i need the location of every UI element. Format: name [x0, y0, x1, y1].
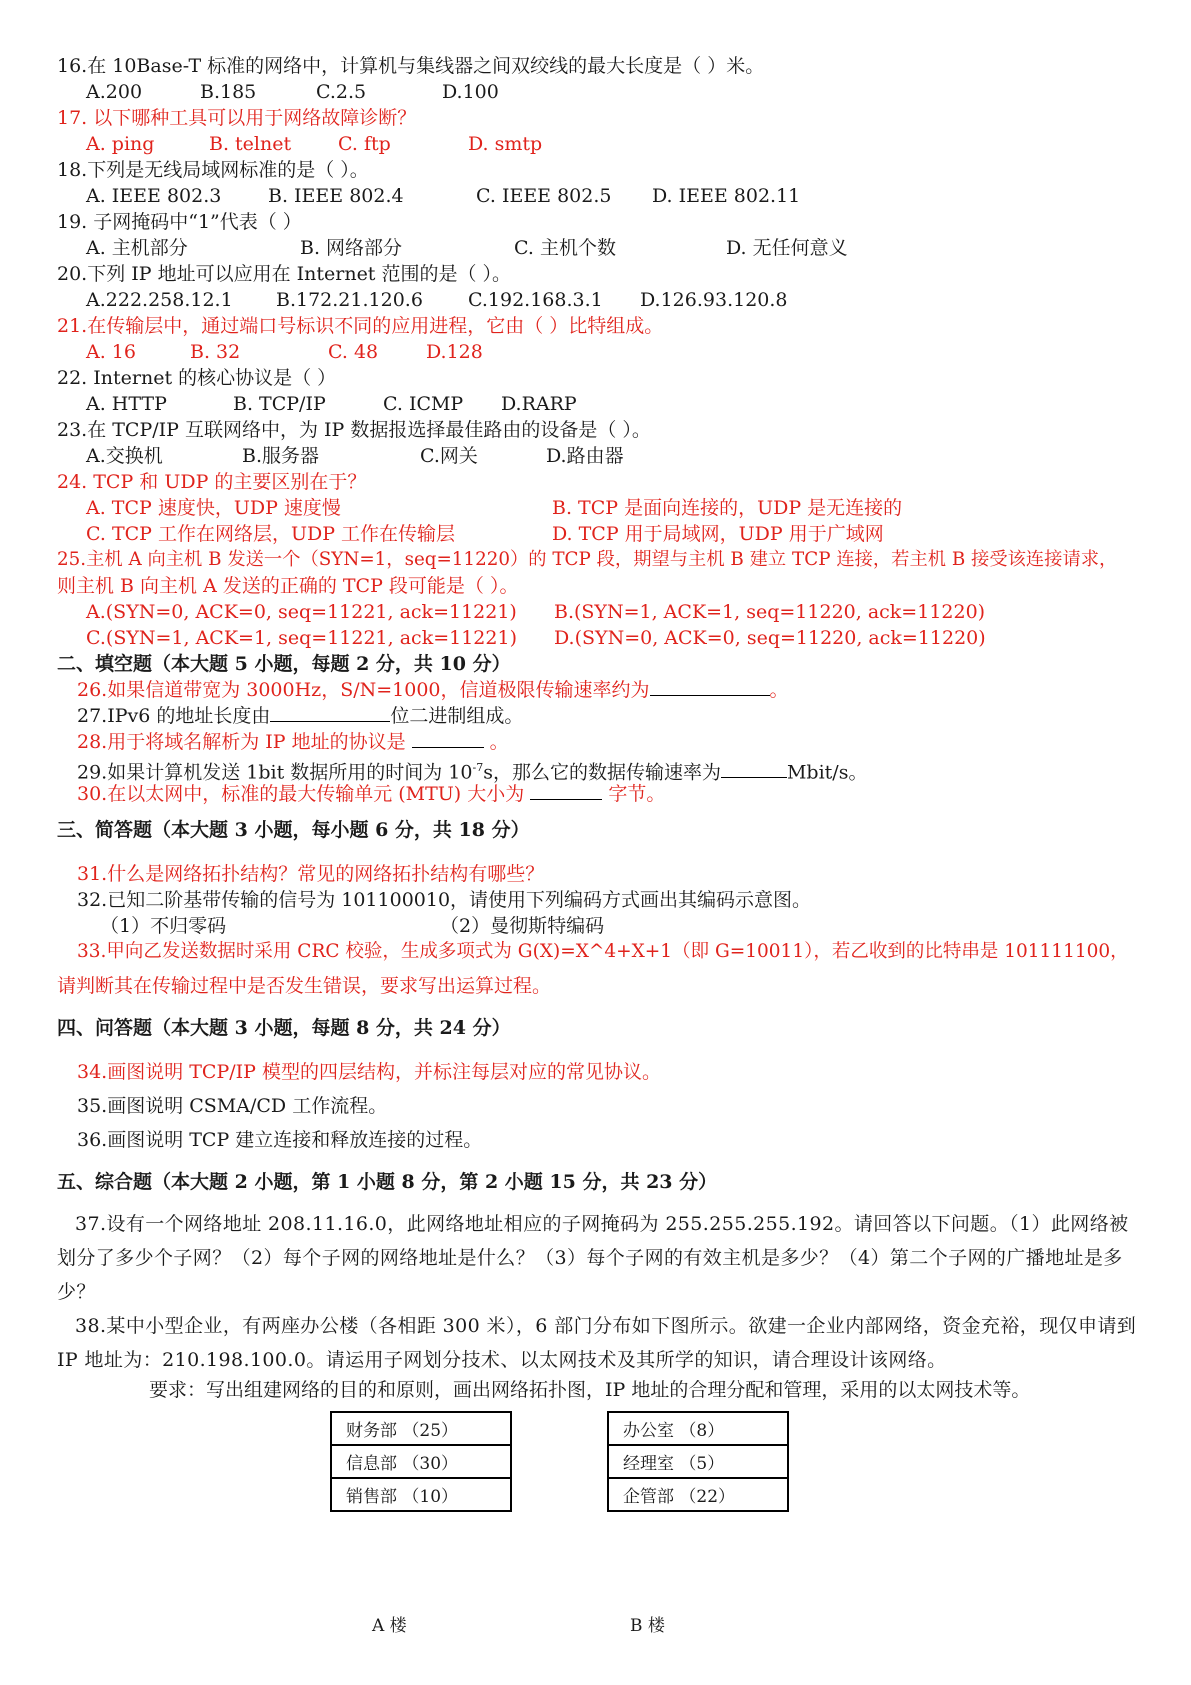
option-c: C. 48 — [328, 341, 379, 363]
option-b: B. 网络部分 — [300, 237, 403, 259]
question-33-line2: 请判断其在传输过程中是否发生错误，要求写出运算过程。 — [57, 975, 552, 997]
option-2: （2）曼彻斯特编码 — [440, 915, 605, 937]
building-b-table — [607, 1411, 789, 1512]
option-a: A. 16 — [86, 341, 136, 363]
option-a: A.交换机 — [86, 445, 163, 467]
question-24: 24. TCP 和 UDP 的主要区别在于？ — [57, 471, 367, 493]
option-d: D.(SYN=0, ACK=0, seq=11220, ack=11220) — [554, 627, 986, 649]
question-22: 22. Internet 的核心协议是（ ） — [57, 367, 337, 389]
option-d: D. TCP 用于局域网，UDP 用于广域网 — [552, 523, 884, 545]
building-a-dept: 信息部 （30） — [331, 1445, 511, 1478]
option-c: C. 主机个数 — [514, 237, 616, 259]
option-c: C.网关 — [420, 445, 478, 467]
answer-blank[interactable] — [530, 781, 602, 800]
question-25-line1: 25.主机 A 向主机 B 发送一个（SYN=1，seq=11220）的 TCP 段，期望与主机 B 建立 TCP 连接，若主机 B 接受该连接请求， — [57, 549, 1118, 570]
option-a: A. 主机部分 — [86, 237, 188, 259]
question-38: 38.某中小型企业，有两座办公楼（各相距 300 米），6 部门分布如下图所示。欲建一企业内部网络，资金充裕，现仅申请到 IP 地址为：210.198.100.0。请运用子网划分技术、以太网技术及其所学的知识，请合理设计该网络。 — [57, 1315, 1137, 1371]
option-d: D. 无任何意义 — [726, 237, 848, 259]
section-4-heading: 四、问答题（本大题 3 小题，每题 8 分，共 24 分） — [57, 1017, 511, 1039]
answer-blank[interactable] — [721, 759, 787, 778]
question-34: 34.画图说明 TCP/IP 模型的四层结构，并标注每层对应的常见协议。 — [77, 1061, 661, 1083]
question-27: 27.IPv6 的地址长度由 位二进制组成。 — [77, 705, 524, 727]
option-d: D. smtp — [468, 133, 543, 155]
option-a: A.222.258.12.1 — [86, 289, 233, 311]
option-d: D.RARP — [501, 393, 577, 415]
building-a-caption: A 楼 — [372, 1616, 407, 1636]
question-30: 30.在以太网中，标准的最大传输单元 (MTU) 大小为 字节。 — [77, 783, 666, 805]
building-a-table — [330, 1411, 512, 1512]
building-a-dept: 财务部 （25） — [331, 1412, 511, 1445]
question-17: 17. 以下哪种工具可以用于网络故障诊断？ — [57, 107, 417, 129]
section-5-heading: 五、综合题（本大题 2 小题，第 1 小题 8 分，第 2 小题 15 分，共 23 分） — [57, 1171, 718, 1193]
question-38-requirements: 要求：写出组建网络的目的和原则，画出网络拓扑图，IP 地址的合理分配和管理，采用的以太网技术等。 — [149, 1379, 1031, 1401]
option-d: D.100 — [442, 81, 499, 103]
question-23: 23.在 TCP/IP 互联网络中，为 IP 数据报选择最佳路由的设备是（ ）。 — [57, 419, 651, 441]
question-26: 26.如果信道带宽为 3000Hz，S/N=1000，信道极限传输速率约为 。 — [77, 679, 789, 701]
question-35: 35.画图说明 CSMA/CD 工作流程。 — [77, 1095, 388, 1117]
question-21: 21.在传输层中，通过端口号标识不同的应用进程，它由（ ）比特组成。 — [57, 315, 664, 337]
option-a: A. IEEE 802.3 — [86, 185, 222, 207]
question-33-line1: 33.甲向乙发送数据时采用 CRC 校验，生成多项式为 G(X)=X^4+X+1（即 G=10011），若乙收到的比特串是 101111100， — [77, 941, 1129, 962]
question-19: 19. 子网掩码中“1”代表（ ） — [57, 211, 302, 233]
option-c: C. ftp — [338, 133, 391, 155]
option-d: D.路由器 — [546, 445, 624, 467]
question-25-line2: 则主机 B 向主机 A 发送的正确的 TCP 段可能是（ ）。 — [57, 575, 519, 597]
building-b-dept: 企管部 （22） — [608, 1478, 788, 1511]
option-d: D. IEEE 802.11 — [652, 185, 801, 207]
option-b: B.(SYN=1, ACK=1, seq=11220, ack=11220) — [554, 601, 986, 623]
question-31: 31.什么是网络拓扑结构？常见的网络拓扑结构有哪些？ — [77, 863, 545, 885]
option-c: C.2.5 — [316, 81, 367, 103]
question-36: 36.画图说明 TCP 建立连接和释放连接的过程。 — [77, 1129, 483, 1151]
option-b: B.服务器 — [242, 445, 320, 467]
option-b: B.185 — [200, 81, 257, 103]
option-a: A.(SYN=0, ACK=0, seq=11221, ack=11221) — [86, 601, 517, 623]
question-28: 28.用于将域名解析为 IP 地址的协议是 。 — [77, 731, 509, 753]
option-b: B. IEEE 802.4 — [268, 185, 404, 207]
option-a: A. ping — [86, 133, 155, 155]
question-37: 37.设有一个网络地址 208.11.16.0，此网络地址相应的子网掩码为 255.255.255.192。请回答以下问题。（1）此网络被划分了多少个子网？（2）每个子网的网络地址是什么？（3）每个子网的有效主机是多少？（4）第二个子网的广播地址是多少？ — [57, 1213, 1129, 1303]
building-b-dept: 办公室 （8） — [608, 1412, 788, 1445]
option-c: C.(SYN=1, ACK=1, seq=11221, ack=11221) — [86, 627, 517, 649]
building-a-dept: 销售部 （10） — [331, 1478, 511, 1511]
section-2-heading: 二、填空题（本大题 5 小题，每题 2 分，共 10 分） — [57, 653, 511, 675]
option-b: B. TCP/IP — [233, 393, 326, 415]
answer-blank[interactable] — [412, 729, 484, 748]
question-20: 20.下列 IP 地址可以应用在 Internet 范围的是（ ）。 — [57, 263, 512, 285]
answer-blank[interactable] — [270, 703, 390, 722]
option-a: A. HTTP — [86, 393, 167, 415]
question-29: 29.如果计算机发送 1bit 数据所用的时间为 $10^{-7}s$，那么它的数据传输速率为 Mbit/s。 — [77, 761, 868, 784]
option-a: A. TCP 速度快，UDP 速度慢 — [86, 497, 341, 519]
answer-blank[interactable] — [650, 677, 770, 696]
question-18: 18.下列是无线局域网标准的是（ ）。 — [57, 159, 369, 181]
option-b: B. 32 — [190, 341, 241, 363]
question-16: 16.在 10Base-T 标准的网络中，计算机与集线器之间双绞线的最大长度是（ ）米。 — [57, 55, 765, 77]
option-d: D.126.93.120.8 — [640, 289, 788, 311]
option-c: C. ICMP — [383, 393, 464, 415]
option-c: C.192.168.3.1 — [468, 289, 603, 311]
option-b: B. telnet — [209, 133, 292, 155]
option-b: B. TCP 是面向连接的，UDP 是无连接的 — [552, 497, 903, 519]
option-a: A.200 — [86, 81, 143, 103]
section-3-heading: 三、简答题（本大题 3 小题，每小题 6 分，共 18 分） — [57, 819, 530, 841]
question-32: 32.已知二阶基带传输的信号为 101100010，请使用下列编码方式画出其编码示意图。 — [77, 889, 812, 911]
option-b: B.172.21.120.6 — [276, 289, 423, 311]
option-d: D.128 — [426, 341, 483, 363]
option-1: （1）不归零码 — [100, 915, 227, 937]
option-c: C. IEEE 802.5 — [476, 185, 612, 207]
building-b-caption: B 楼 — [630, 1616, 665, 1636]
option-c: C. TCP 工作在网络层，UDP 工作在传输层 — [86, 523, 456, 545]
building-b-dept: 经理室 （5） — [608, 1445, 788, 1478]
